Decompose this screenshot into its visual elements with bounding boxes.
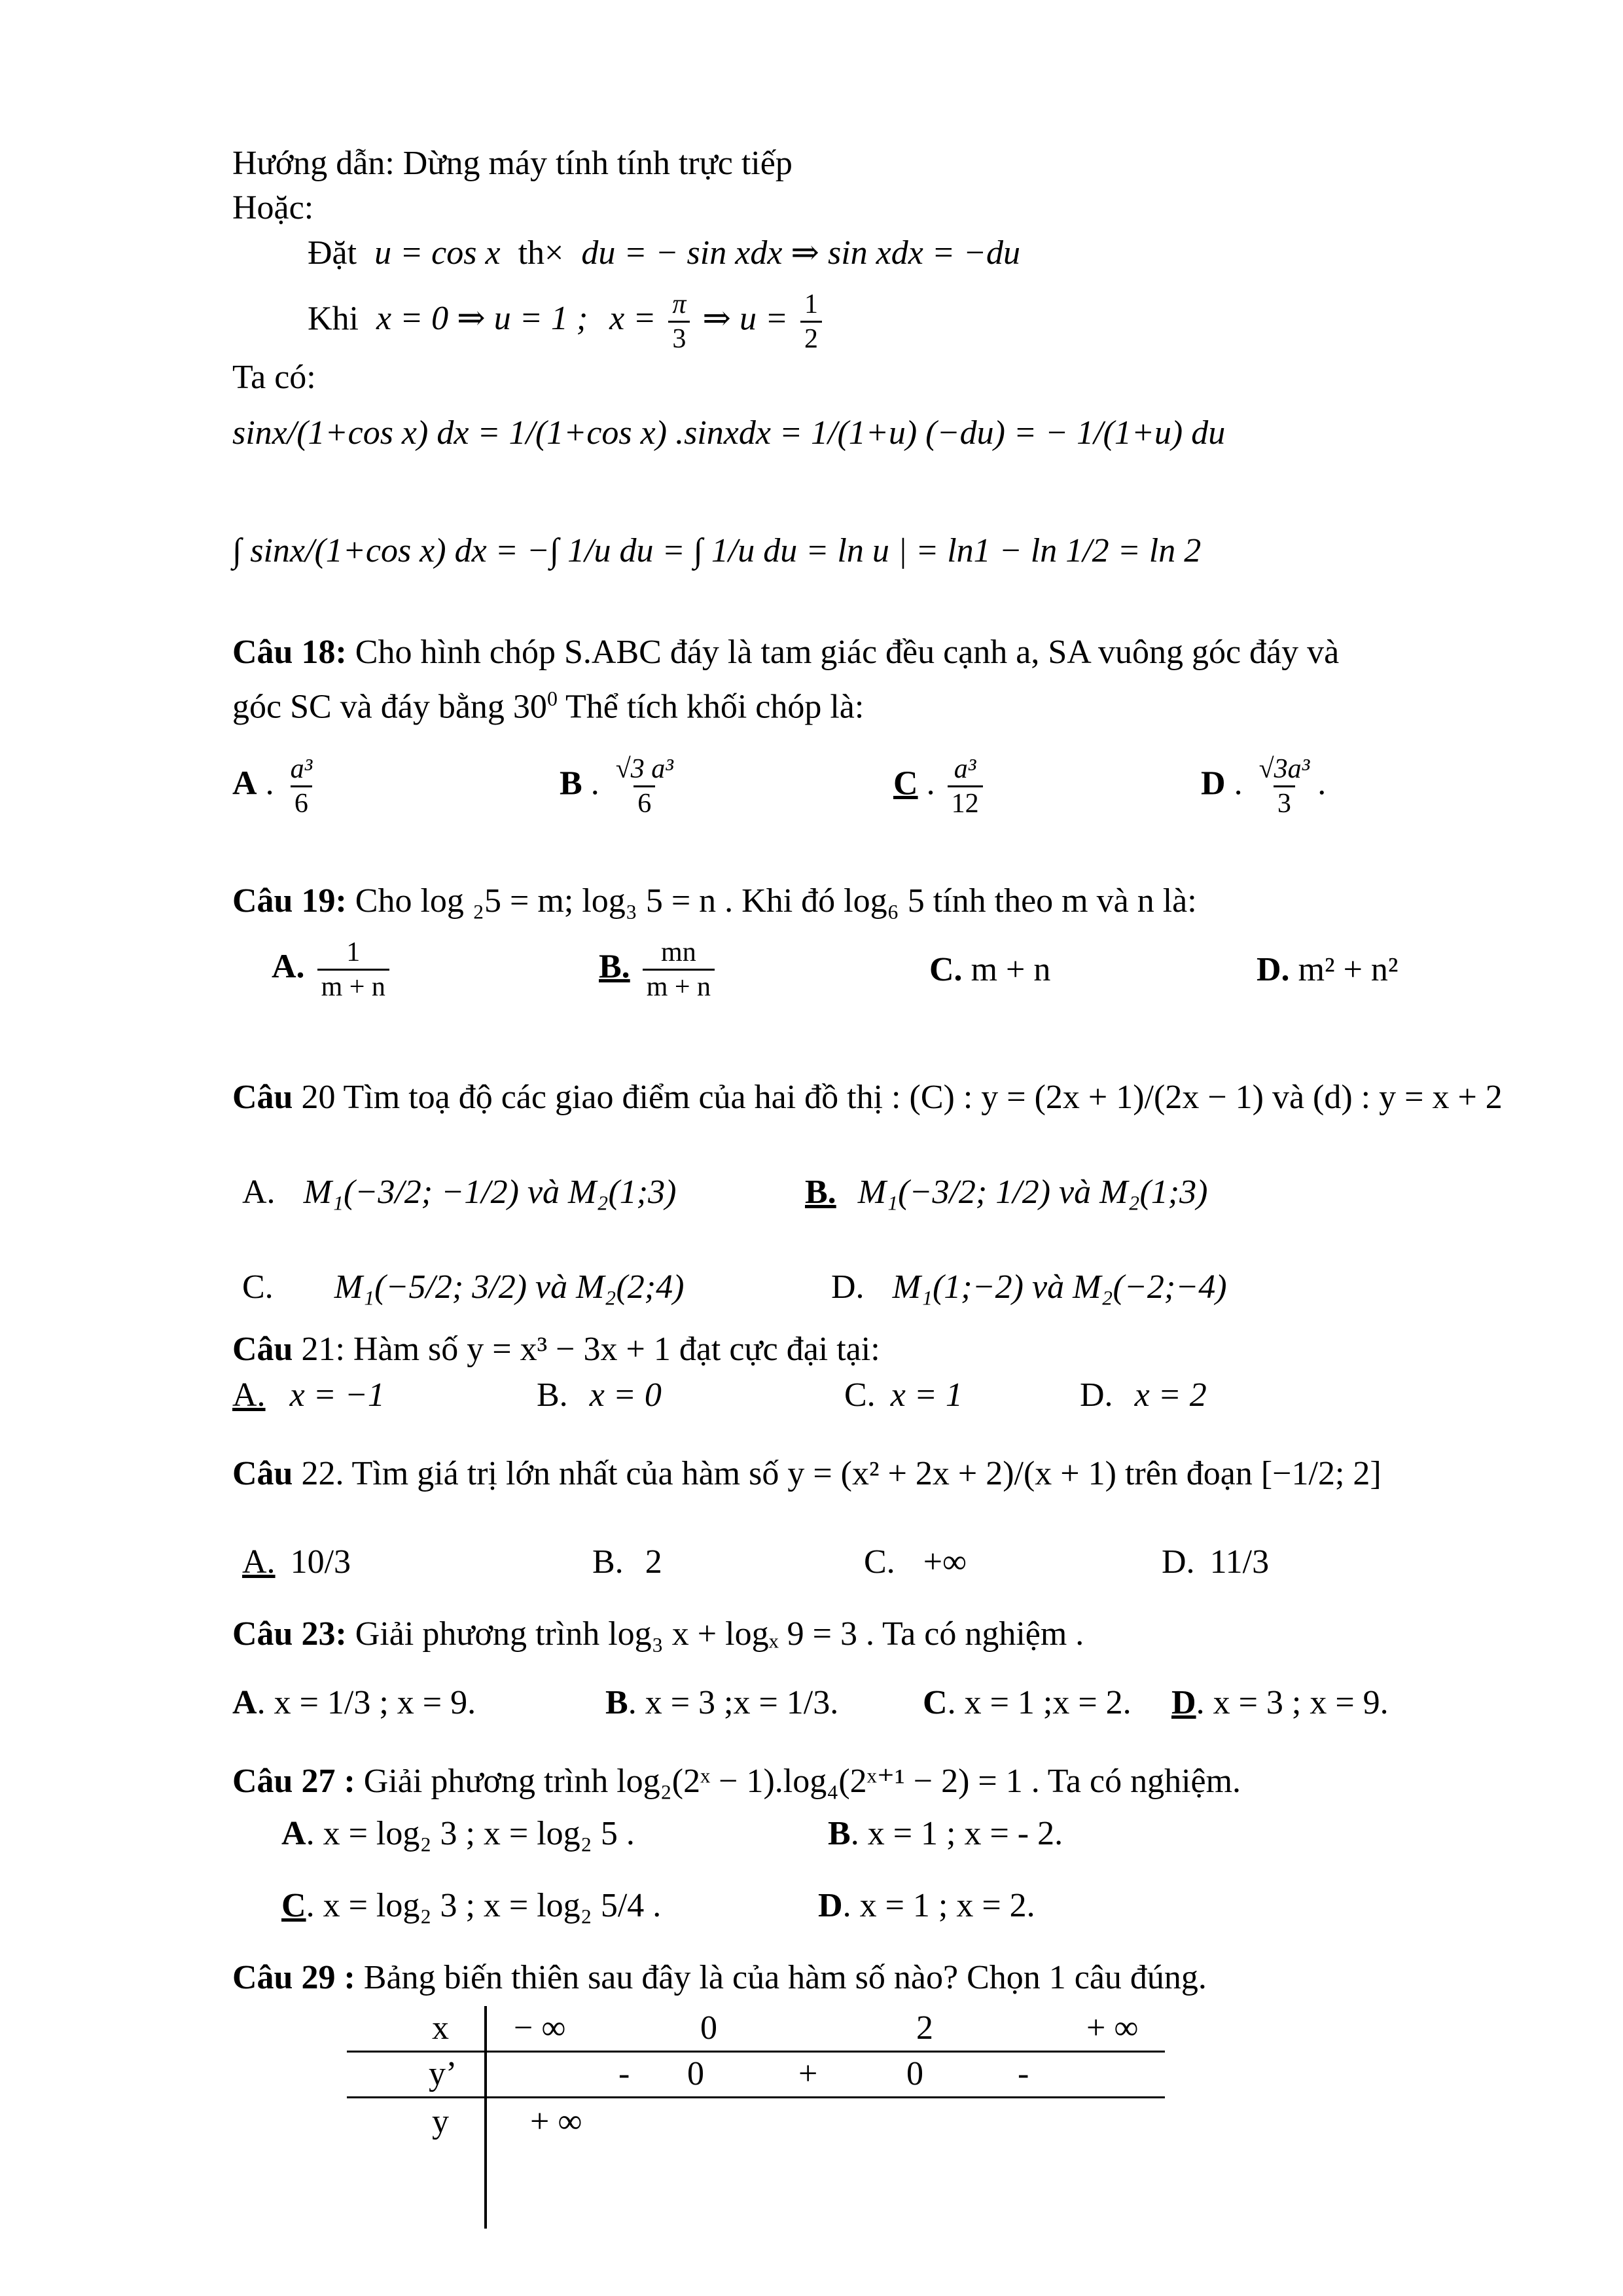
q27-option-c[interactable] bbox=[281, 1885, 661, 1927]
q19-a-key: A. bbox=[272, 948, 305, 986]
q18-a-frac: $\frac{\text{a³}}{6}$ bbox=[290, 754, 313, 819]
q22-label: Câu bbox=[232, 1455, 293, 1492]
q21-option-d[interactable] bbox=[1080, 1374, 1207, 1416]
table-y-label: y bbox=[432, 2103, 449, 2140]
table-divider bbox=[484, 2006, 487, 2229]
q20-line bbox=[232, 1077, 1503, 1119]
q19-option-a[interactable] bbox=[272, 936, 393, 1003]
q23-line bbox=[232, 1613, 1084, 1655]
table-y-pos-inf: + ∞ bbox=[530, 2103, 582, 2140]
bounds-pi-frac: $\frac{\pi}{3}$ bbox=[668, 288, 690, 355]
q23-label: Câu 23: bbox=[232, 1615, 347, 1653]
q19-label: Câu 19: bbox=[232, 882, 347, 920]
q21-option-a[interactable] bbox=[232, 1374, 385, 1416]
q21-c-text: x = 1 bbox=[890, 1376, 963, 1414]
q23-c-text: . x = 1 ;x = 2. bbox=[947, 1684, 1132, 1721]
bounds-2b: ⇒ u = bbox=[702, 300, 789, 338]
q27-c-key: C bbox=[281, 1887, 306, 1924]
q21-d-text: x = 2 bbox=[1134, 1376, 1207, 1414]
q20-label: Câu bbox=[232, 1079, 293, 1116]
bounds-1: x = 0 ⇒ u = 1 ; bbox=[376, 300, 588, 338]
q29-text: Bảng biến thiên sau đây là của hàm số nào? Chọn 1 câu đúng. bbox=[355, 1959, 1207, 1996]
q19-c-text: m + n bbox=[962, 951, 1051, 988]
table-rule-2 bbox=[347, 2096, 1165, 2098]
sub-label: Đặt bbox=[308, 234, 357, 272]
q27-option-d[interactable] bbox=[818, 1885, 1035, 1927]
q23-option-c[interactable] bbox=[923, 1682, 1132, 1724]
q27-b-key: B bbox=[828, 1815, 851, 1852]
q18-c-key: C bbox=[893, 764, 918, 802]
q20-option-c[interactable] bbox=[242, 1266, 684, 1308]
hint-line-2: Hoặc: bbox=[232, 189, 314, 226]
q22-b-key: B. bbox=[592, 1543, 624, 1581]
q18-line-1 bbox=[232, 632, 1339, 673]
q23-b-key: B bbox=[605, 1684, 628, 1721]
q19-option-b[interactable] bbox=[599, 936, 719, 1003]
q22-c-text: +∞ bbox=[923, 1543, 967, 1581]
q23-option-a[interactable] bbox=[232, 1682, 476, 1724]
q20-d-text: M₁(1;−2) và M₂(−2;−4) bbox=[892, 1268, 1227, 1306]
q22-d-text: 11/3 bbox=[1209, 1543, 1270, 1581]
q18-d-key: D bbox=[1201, 764, 1226, 802]
q23-b-text: . x = 3 ;x = 1/3. bbox=[628, 1684, 839, 1721]
q22-line bbox=[232, 1453, 1382, 1495]
q20-a-key: A. bbox=[242, 1174, 276, 1211]
sub-diff: du = − sin xdx ⇒ sin xdx = −du bbox=[581, 234, 1020, 272]
q20-text: 20 Tìm toạ độ các giao điểm của hai đồ thị : (C) : y = (2x + 1)/(2x − 1) và (d) : y = x + 2 bbox=[293, 1079, 1503, 1116]
q19-option-c[interactable] bbox=[929, 949, 1050, 991]
q23-c-key: C bbox=[923, 1684, 948, 1721]
q22-d-key: D. bbox=[1162, 1543, 1195, 1581]
q21-a-text: x = −1 bbox=[289, 1376, 385, 1414]
q18-b-key: B bbox=[560, 764, 582, 802]
table-yp-sign-3: - bbox=[1018, 2055, 1029, 2092]
q21-c-key: C. bbox=[844, 1376, 876, 1414]
equation-2-text: ∫ sinx/(1+cos x) dx = −∫ 1/u du = ∫ 1/u du = ln u | = ln1 − ln 1/2 = ln 2 bbox=[232, 532, 1202, 569]
q21-option-c[interactable] bbox=[844, 1374, 963, 1416]
table-x-pos-inf: + ∞ bbox=[1086, 2009, 1139, 2047]
bounds-label: Khi bbox=[308, 300, 359, 338]
q18-option-d[interactable]: D . $\frac{\text{√3a³}}{3}$ . bbox=[1201, 754, 1327, 819]
q20-c-key: C. bbox=[242, 1268, 274, 1306]
q20-d-key: D. bbox=[831, 1268, 865, 1306]
q27-a-text: . x = log₂ 3 ; x = log₂ 5 . bbox=[306, 1815, 635, 1852]
q21-b-key: B. bbox=[537, 1376, 568, 1414]
q19-d-key: D. bbox=[1257, 951, 1290, 988]
q29-line bbox=[232, 1957, 1207, 1999]
table-yp-sign-2: + bbox=[798, 2055, 818, 2092]
q19-option-d[interactable] bbox=[1257, 949, 1399, 991]
q20-a-text: M₁(−3/2; −1/2) và M₂(1;3) bbox=[303, 1174, 677, 1211]
q18-text-2a: góc SC và đáy bằng 30 bbox=[232, 688, 547, 726]
variation-table bbox=[347, 2006, 1165, 2229]
q20-option-a[interactable] bbox=[242, 1172, 676, 1213]
substitution-line bbox=[308, 232, 1020, 274]
equation-1-text: sinx/(1+cos x) dx = 1/(1+cos x) .sinxdx = 1/(1+u) (−du) = − 1/(1+u) du bbox=[232, 414, 1226, 452]
q21-b-text: x = 0 bbox=[589, 1376, 662, 1414]
table-yp-sign-1: - bbox=[618, 2055, 630, 2092]
q18-degree: 0 bbox=[546, 687, 558, 710]
q27-a-key: A bbox=[281, 1815, 306, 1852]
q29-label: Câu 29 : bbox=[232, 1959, 355, 1996]
q23-a-key: A bbox=[232, 1684, 257, 1721]
equation-2 bbox=[232, 530, 1201, 572]
q19-b-frac: $\frac{mn}{m + n}$ bbox=[643, 936, 715, 1003]
q27-b-text: . x = 1 ; x = - 2. bbox=[850, 1815, 1063, 1852]
q21-text: 21: Hàm số y = x³ − 3x + 1 đạt cực đại tại: bbox=[293, 1331, 880, 1368]
table-yp-zero-2: 0 bbox=[906, 2055, 923, 2092]
q18-option-b[interactable]: B . $\frac{\text{√3 a³}}{6}$ bbox=[560, 753, 681, 820]
q27-label: Câu 27 : bbox=[232, 1763, 355, 1800]
q22-c-key: C. bbox=[864, 1543, 895, 1581]
q21-line bbox=[232, 1329, 880, 1371]
q27-d-text: . x = 1 ; x = 2. bbox=[842, 1887, 1035, 1924]
q27-option-b[interactable] bbox=[828, 1813, 1063, 1855]
q19-b-key: B. bbox=[599, 948, 630, 986]
hint-line-1: Hướng dẫn: Dừng máy tính tính trực tiếp bbox=[232, 145, 793, 182]
q27-d-key: D bbox=[818, 1887, 843, 1924]
q23-d-key: D bbox=[1171, 1684, 1196, 1721]
bounds-half-frac: $\frac{1}{2}$ bbox=[800, 288, 822, 355]
q27-option-a[interactable] bbox=[281, 1813, 635, 1855]
q19-a-frac: $\frac{1}{m + n}$ bbox=[317, 936, 389, 1003]
sub-then: th× bbox=[518, 234, 564, 272]
q20-c-text: M₁(−5/2; 3/2) và M₂(2;4) bbox=[334, 1268, 685, 1306]
q19-c-key: C. bbox=[929, 951, 963, 988]
q27-c-text: . x = log₂ 3 ; x = log₂ 5/4 . bbox=[306, 1887, 662, 1924]
bounds-2a: x = bbox=[609, 300, 656, 338]
q21-option-b[interactable] bbox=[537, 1374, 662, 1416]
q18-text-2b: Thể tích khối chóp là: bbox=[557, 688, 865, 726]
table-yp-label: y’ bbox=[429, 2055, 457, 2092]
q18-option-c[interactable]: C . $\frac{\text{a³}}{12}$ bbox=[893, 753, 987, 820]
q20-option-b[interactable] bbox=[805, 1172, 1207, 1213]
q19-d-text: m² + n² bbox=[1289, 951, 1399, 988]
q18-option-a[interactable]: A . $\frac{\text{a³}}{6}$ bbox=[232, 753, 320, 820]
q22-a-key: A. bbox=[242, 1543, 276, 1581]
q21-d-key: D. bbox=[1080, 1376, 1113, 1414]
q19-text: Cho log ₂5 = m; log₃ 5 = n . Khi đó log₆ 5 tính theo m và n là: bbox=[346, 882, 1197, 920]
q27-text: Giải phương trình log₂(2ˣ − 1).log₄(2ˣ⁺¹ − 2) = 1 . Ta có nghiệm. bbox=[355, 1763, 1241, 1800]
q23-text: Giải phương trình log₃ x + logₓ 9 = 3 . Ta có nghiệm . bbox=[346, 1615, 1084, 1653]
q20-option-d[interactable] bbox=[831, 1266, 1227, 1308]
q18-b-frac: $\frac{\text{√3 a³}}{6}$ bbox=[615, 754, 673, 819]
q18-label: Câu 18: bbox=[232, 634, 347, 671]
bounds-line bbox=[308, 288, 826, 355]
q19-line bbox=[232, 880, 1197, 922]
q27-line bbox=[232, 1761, 1241, 1803]
q22-option-c[interactable] bbox=[864, 1541, 967, 1583]
q18-c-frac: $\frac{\text{a³}}{12}$ bbox=[948, 753, 983, 820]
q20-b-key: B. bbox=[805, 1174, 836, 1211]
q23-a-text: . x = 1/3 ; x = 9. bbox=[257, 1684, 476, 1721]
q18-text-1: Cho hình chóp S.ABC đáy là tam giác đều cạnh a, SA vuông góc đáy và bbox=[346, 634, 1340, 671]
q20-b-text: M₁(−3/2; 1/2) và M₂(1;3) bbox=[857, 1174, 1208, 1211]
table-x-neg-inf: − ∞ bbox=[514, 2009, 566, 2047]
table-rule-1 bbox=[347, 2051, 1165, 2053]
table-x-label: x bbox=[432, 2009, 449, 2047]
equation-1 bbox=[232, 412, 1225, 454]
sub-expr: u = cos x bbox=[374, 234, 501, 272]
q22-option-d[interactable] bbox=[1162, 1541, 1269, 1583]
q22-text: 22. Tìm giá trị lớn nhất của hàm số y = (x² + 2x + 2)/(x + 1) trên đoạn [−1/2; 2] bbox=[293, 1455, 1382, 1492]
table-x-zero: 0 bbox=[700, 2009, 717, 2047]
q22-a-text: 10/3 bbox=[290, 1543, 351, 1581]
taco-label: Ta có: bbox=[232, 359, 316, 396]
q18-a-key: A bbox=[232, 764, 257, 802]
q22-b-text: 2 bbox=[645, 1543, 662, 1581]
table-x-two: 2 bbox=[916, 2009, 933, 2047]
table-yp-zero-1: 0 bbox=[687, 2055, 704, 2092]
q23-option-d[interactable] bbox=[1171, 1682, 1389, 1724]
q18-line-2 bbox=[232, 677, 864, 728]
q21-a-key: A. bbox=[232, 1376, 266, 1414]
q18-d-frac: $\frac{\text{√3a³}}{3}$ bbox=[1258, 754, 1310, 819]
q23-option-b[interactable] bbox=[605, 1682, 838, 1724]
q21-label: Câu bbox=[232, 1331, 293, 1368]
q22-option-a[interactable] bbox=[242, 1541, 351, 1583]
q23-d-text: . x = 3 ; x = 9. bbox=[1196, 1684, 1389, 1721]
q22-option-b[interactable] bbox=[592, 1541, 662, 1583]
